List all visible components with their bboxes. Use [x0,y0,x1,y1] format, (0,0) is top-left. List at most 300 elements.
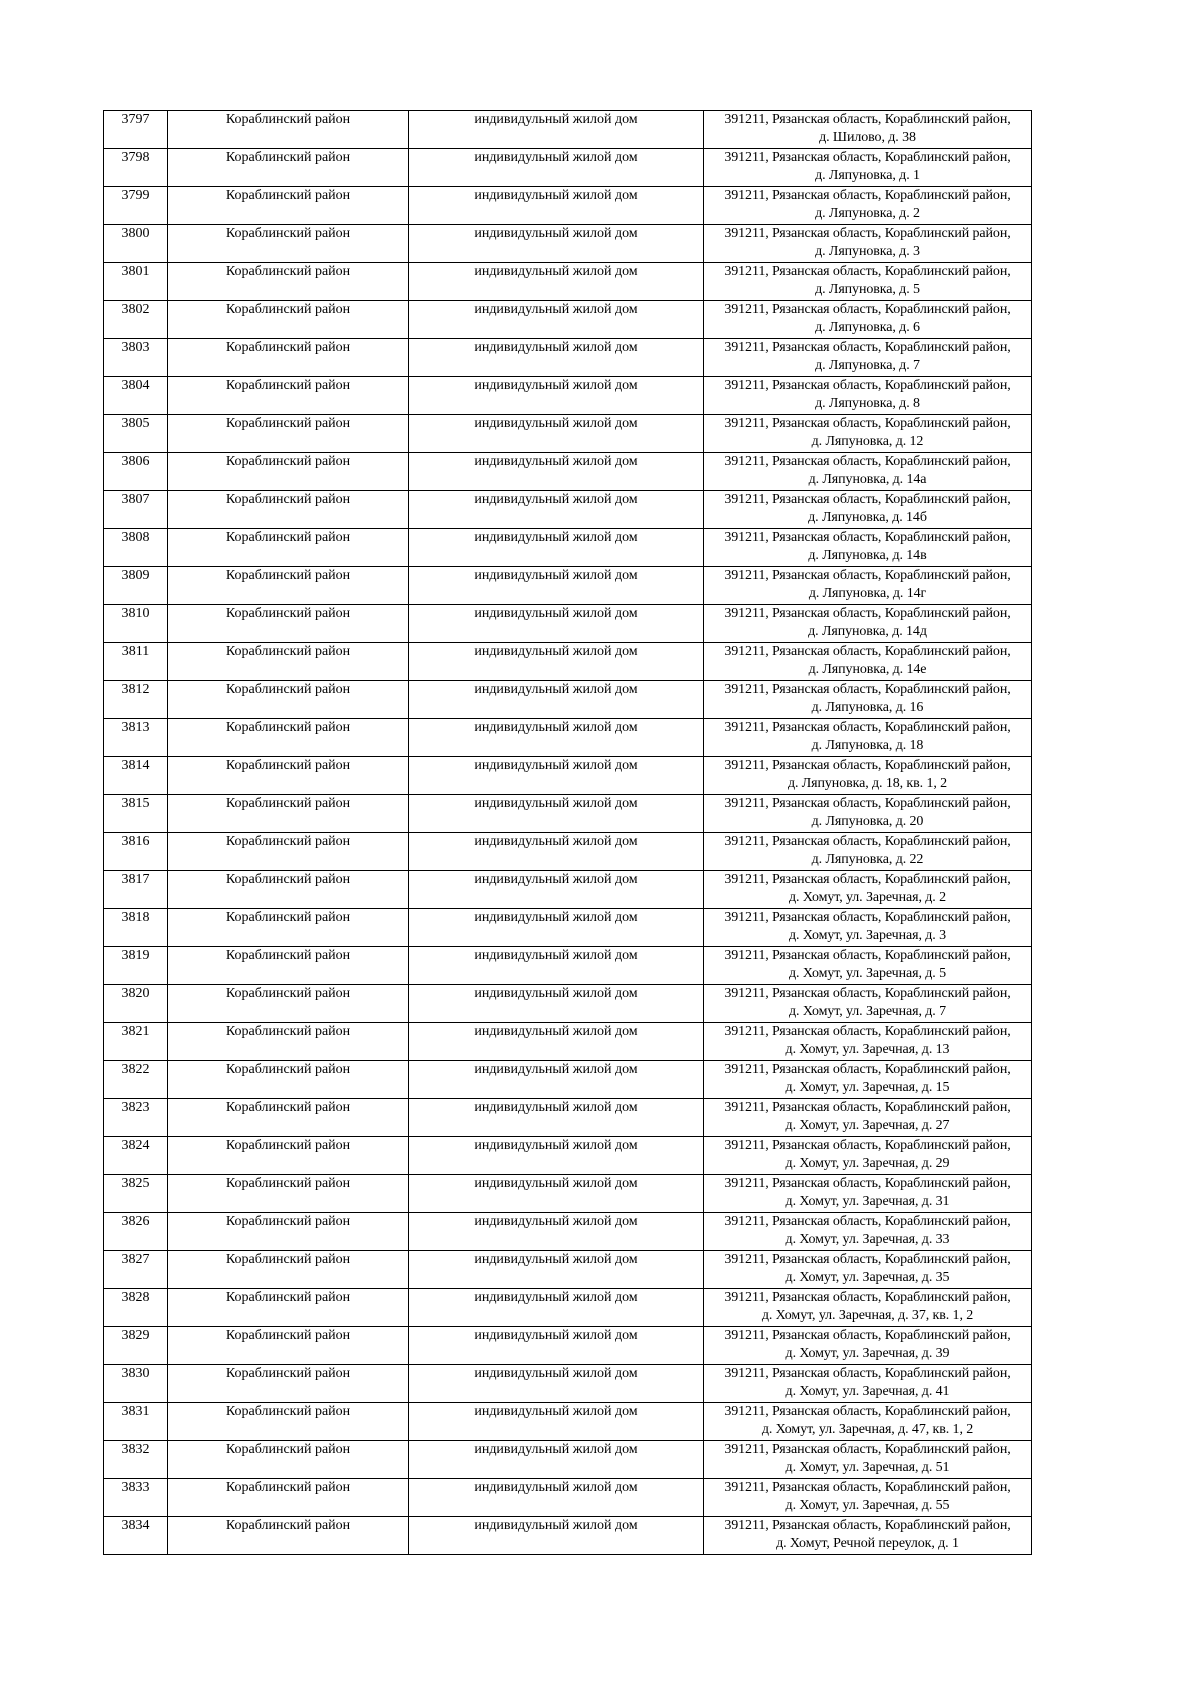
row-number: 3800 [121,226,150,241]
address-line-1: 391211, Рязанская область, Кораблинский район, [724,568,1011,583]
address-line-1: 391211, Рязанская область, Кораблинский район, [724,264,1011,279]
housing-registry-table [103,110,1032,1555]
district-name: Кораблинский район [225,986,351,1001]
row-number: 3815 [121,796,150,811]
row-number: 3825 [121,1176,150,1191]
district-name: Кораблинский район [225,150,351,165]
district-name: Кораблинский район [225,1100,351,1115]
address-line-1: 391211, Рязанская область, Кораблинский район, [724,112,1011,127]
address-line-2: д. Ляпуновка, д. 14б [808,510,927,525]
address-line-2: д. Хомут, ул. Заречная, д. 31 [785,1194,950,1209]
table-row [104,567,1032,605]
object-type-cell [409,909,704,947]
table-row [104,415,1032,453]
table-row [104,453,1032,491]
address-cell [704,605,1032,643]
object-type-cell [409,871,704,909]
object-type: индивидульный жилой дом [474,1442,638,1457]
address-line-1: 391211, Рязанская область, Кораблинский район, [724,758,1011,773]
row-number: 3809 [121,568,150,583]
address-line-2: д. Хомут, ул. Заречная, д. 7 [789,1004,946,1019]
object-type-cell [409,567,704,605]
address-cell [704,187,1032,225]
object-type-cell [409,1441,704,1479]
district-name: Кораблинский район [225,112,351,127]
address-line-2: д. Ляпуновка, д. 5 [815,282,920,297]
district-cell [168,225,409,263]
address-line-2: д. Хомут, ул. Заречная, д. 35 [785,1270,950,1285]
district-name: Кораблинский район [225,1024,351,1039]
row-number: 3801 [121,264,150,279]
table-row [104,871,1032,909]
address-line-2: д. Ляпуновка, д. 8 [815,396,920,411]
address-cell [704,1251,1032,1289]
object-type-cell [409,1327,704,1365]
address-line-2: д. Хомут, ул. Заречная, д. 37, кв. 1, 2 [761,1308,974,1323]
object-type: индивидульный жилой дом [474,986,638,1001]
district-name: Кораблинский район [225,796,351,811]
address-line-1: 391211, Рязанская область, Кораблинский район, [724,226,1011,241]
row-number: 3797 [121,112,150,127]
address-line-1: 391211, Рязанская область, Кораблинский район, [724,1328,1011,1343]
district-cell [168,1251,409,1289]
address-line-2: д. Ляпуновка, д. 3 [815,244,920,259]
district-cell [168,301,409,339]
object-type: индивидульный жилой дом [474,872,638,887]
address-line-1: 391211, Рязанская область, Кораблинский район, [724,492,1011,507]
address-cell [704,1327,1032,1365]
object-type: индивидульный жилой дом [474,644,638,659]
table-row [104,1441,1032,1479]
address-line-1: 391211, Рязанская область, Кораблинский район, [724,910,1011,925]
district-name: Кораблинский район [225,1176,351,1191]
object-type: индивидульный жилой дом [474,378,638,393]
row-number: 3808 [121,530,150,545]
district-cell [168,339,409,377]
district-name: Кораблинский район [225,530,351,545]
object-type-cell [409,301,704,339]
address-line-1: 391211, Рязанская область, Кораблинский район, [724,1176,1011,1191]
district-cell [168,453,409,491]
table-row [104,757,1032,795]
object-type: индивидульный жилой дом [474,264,638,279]
object-type: индивидульный жилой дом [474,910,638,925]
row-number-cell [104,1251,168,1289]
row-number-cell [104,111,168,149]
row-number-cell [104,681,168,719]
district-cell [168,415,409,453]
object-type: индивидульный жилой дом [474,416,638,431]
address-line-2: д. Хомут, ул. Заречная, д. 33 [785,1232,950,1247]
address-cell [704,149,1032,187]
district-cell [168,681,409,719]
district-cell [168,1099,409,1137]
district-cell [168,605,409,643]
table-row [104,339,1032,377]
object-type-cell [409,377,704,415]
address-cell [704,985,1032,1023]
address-line-2: д. Хомут, ул. Заречная, д. 39 [785,1346,950,1361]
address-line-1: 391211, Рязанская область, Кораблинский район, [724,340,1011,355]
address-line-1: 391211, Рязанская область, Кораблинский район, [724,796,1011,811]
row-number-cell [104,1365,168,1403]
object-type-cell [409,833,704,871]
row-number-cell [104,1403,168,1441]
object-type-cell [409,605,704,643]
address-line-2: д. Хомут, ул. Заречная, д. 29 [785,1156,950,1171]
district-cell [168,529,409,567]
object-type-cell [409,187,704,225]
district-name: Кораблинский район [225,340,351,355]
row-number: 3821 [121,1024,150,1039]
address-line-2: д. Ляпуновка, д. 14г [808,586,927,601]
address-line-1: 391211, Рязанская область, Кораблинский район, [724,1062,1011,1077]
address-cell [704,263,1032,301]
row-number-cell [104,833,168,871]
object-type-cell [409,1137,704,1175]
district-cell [168,1023,409,1061]
row-number-cell [104,263,168,301]
district-name: Кораблинский район [225,454,351,469]
address-line-2: д. Ляпуновка, д. 20 [811,814,924,829]
row-number-cell [104,225,168,263]
address-cell [704,833,1032,871]
district-name: Кораблинский район [225,1442,351,1457]
object-type-cell [409,757,704,795]
row-number-cell [104,643,168,681]
table-row [104,795,1032,833]
row-number-cell [104,1099,168,1137]
address-line-1: 391211, Рязанская область, Кораблинский район, [724,1404,1011,1419]
row-number: 3802 [121,302,150,317]
address-line-1: 391211, Рязанская область, Кораблинский район, [724,1100,1011,1115]
object-type-cell [409,1023,704,1061]
district-name: Кораблинский район [225,872,351,887]
row-number: 3804 [121,378,150,393]
table-row [104,1251,1032,1289]
object-type: индивидульный жилой дом [474,150,638,165]
row-number: 3833 [121,1480,150,1495]
address-cell [704,1061,1032,1099]
address-line-2: д. Хомут, ул. Заречная, д. 3 [789,928,946,943]
district-name: Кораблинский район [225,1404,351,1419]
table-row [104,1023,1032,1061]
address-cell [704,1403,1032,1441]
table-row [104,643,1032,681]
table-row [104,985,1032,1023]
address-cell [704,491,1032,529]
object-type: индивидульный жилой дом [474,606,638,621]
object-type-cell [409,947,704,985]
row-number-cell [104,1517,168,1555]
address-cell [704,377,1032,415]
district-cell [168,149,409,187]
object-type-cell [409,1479,704,1517]
address-line-1: 391211, Рязанская область, Кораблинский район, [724,1518,1011,1533]
district-cell [168,1479,409,1517]
table-row [104,1517,1032,1555]
district-cell [168,1289,409,1327]
address-line-1: 391211, Рязанская область, Кораблинский район, [724,1214,1011,1229]
row-number-cell [104,187,168,225]
address-line-2: д. Ляпуновка, д. 14д [808,624,927,639]
address-line-1: 391211, Рязанская область, Кораблинский район, [724,188,1011,203]
district-cell [168,795,409,833]
object-type: индивидульный жилой дом [474,340,638,355]
address-line-2: д. Ляпуновка, д. 1 [815,168,920,183]
address-line-1: 391211, Рязанская область, Кораблинский район, [724,872,1011,887]
object-type: индивидульный жилой дом [474,758,638,773]
row-number-cell [104,1441,168,1479]
address-line-2: д. Ляпуновка, д. 16 [811,700,924,715]
table-row [104,187,1032,225]
object-type: индивидульный жилой дом [474,1366,638,1381]
row-number-cell [104,415,168,453]
district-cell [168,491,409,529]
object-type-cell [409,1365,704,1403]
district-name: Кораблинский район [225,264,351,279]
address-line-1: 391211, Рязанская область, Кораблинский район, [724,530,1011,545]
table-row [104,1327,1032,1365]
row-number-cell [104,301,168,339]
object-type-cell [409,263,704,301]
address-line-2: д. Хомут, ул. Заречная, д. 2 [789,890,946,905]
district-name: Кораблинский район [225,302,351,317]
address-line-1: 391211, Рязанская область, Кораблинский район, [724,986,1011,1001]
object-type-cell [409,491,704,529]
object-type: индивидульный жилой дом [474,948,638,963]
document-page [103,110,1031,1555]
row-number: 3832 [121,1442,150,1457]
address-line-1: 391211, Рязанская область, Кораблинский район, [724,720,1011,735]
object-type-cell [409,225,704,263]
table-row [104,1213,1032,1251]
table-row [104,1403,1032,1441]
row-number-cell [104,1479,168,1517]
district-cell [168,947,409,985]
address-cell [704,643,1032,681]
address-cell [704,757,1032,795]
address-line-2: д. Ляпуновка, д. 7 [815,358,920,373]
table-row [104,605,1032,643]
row-number-cell [104,1137,168,1175]
row-number: 3827 [121,1252,150,1267]
address-cell [704,719,1032,757]
row-number-cell [104,1213,168,1251]
district-name: Кораблинский район [225,606,351,621]
address-line-1: 391211, Рязанская область, Кораблинский район, [724,302,1011,317]
address-line-2: д. Ляпуновка, д. 14е [808,662,927,677]
district-cell [168,1327,409,1365]
district-cell [168,263,409,301]
district-cell [168,871,409,909]
object-type: индивидульный жилой дом [474,1328,638,1343]
address-line-2: д. Хомут, ул. Заречная, д. 5 [789,966,946,981]
row-number: 3824 [121,1138,150,1153]
object-type-cell [409,1289,704,1327]
object-type-cell [409,795,704,833]
address-line-1: 391211, Рязанская область, Кораблинский район, [724,416,1011,431]
address-line-2: д. Шилово, д. 38 [819,130,916,145]
table-row [104,1365,1032,1403]
address-cell [704,1213,1032,1251]
object-type: индивидульный жилой дом [474,492,638,507]
table-row [104,1479,1032,1517]
district-name: Кораблинский район [225,720,351,735]
row-number: 3823 [121,1100,150,1115]
address-line-1: 391211, Рязанская область, Кораблинский район, [724,606,1011,621]
row-number-cell [104,947,168,985]
table-row [104,491,1032,529]
address-line-2: д. Ляпуновка, д. 18 [811,738,924,753]
object-type: индивидульный жилой дом [474,1176,638,1191]
district-name: Кораблинский район [225,416,351,431]
district-cell [168,1403,409,1441]
object-type-cell [409,1213,704,1251]
object-type-cell [409,681,704,719]
object-type: индивидульный жилой дом [474,1518,638,1533]
row-number-cell [104,339,168,377]
district-name: Кораблинский район [225,1290,351,1305]
address-line-2: д. Хомут, ул. Заречная, д. 51 [785,1460,950,1475]
district-name: Кораблинский район [225,492,351,507]
district-name: Кораблинский район [225,1480,351,1495]
table-row [104,111,1032,149]
address-cell [704,1137,1032,1175]
object-type: индивидульный жилой дом [474,1214,638,1229]
object-type: индивидульный жилой дом [474,682,638,697]
address-line-1: 391211, Рязанская область, Кораблинский район, [724,150,1011,165]
row-number-cell [104,377,168,415]
address-cell [704,111,1032,149]
district-name: Кораблинский район [225,1252,351,1267]
object-type: индивидульный жилой дом [474,1480,638,1495]
row-number: 3816 [121,834,150,849]
object-type: индивидульный жилой дом [474,1138,638,1153]
district-cell [168,377,409,415]
district-cell [168,757,409,795]
row-number: 3811 [121,644,150,659]
object-type: индивидульный жилой дом [474,530,638,545]
address-line-1: 391211, Рязанская область, Кораблинский район, [724,682,1011,697]
row-number: 3818 [121,910,150,925]
address-line-1: 391211, Рязанская область, Кораблинский район, [724,948,1011,963]
object-type-cell [409,643,704,681]
district-cell [168,1061,409,1099]
address-line-2: д. Хомут, ул. Заречная, д. 47, кв. 1, 2 [761,1422,974,1437]
object-type-cell [409,1175,704,1213]
address-cell [704,453,1032,491]
district-name: Кораблинский район [225,948,351,963]
table-row [104,149,1032,187]
object-type: индивидульный жилой дом [474,796,638,811]
address-cell [704,1289,1032,1327]
row-number: 3810 [121,606,150,621]
object-type-cell [409,1099,704,1137]
row-number-cell [104,567,168,605]
row-number-cell [104,757,168,795]
district-cell [168,985,409,1023]
row-number: 3799 [121,188,150,203]
row-number: 3834 [121,1518,150,1533]
address-cell [704,795,1032,833]
table-row [104,719,1032,757]
row-number-cell [104,453,168,491]
table-row [104,1061,1032,1099]
table-row [104,263,1032,301]
address-line-2: д. Ляпуновка, д. 6 [815,320,920,335]
row-number-cell [104,985,168,1023]
row-number: 3828 [121,1290,150,1305]
address-cell [704,225,1032,263]
object-type-cell [409,453,704,491]
row-number: 3826 [121,1214,150,1229]
row-number-cell [104,1289,168,1327]
address-line-2: д. Хомут, ул. Заречная, д. 55 [785,1498,950,1513]
district-name: Кораблинский район [225,682,351,697]
district-name: Кораблинский район [225,1138,351,1153]
address-line-1: 391211, Рязанская область, Кораблинский район, [724,1024,1011,1039]
object-type-cell [409,149,704,187]
row-number-cell [104,149,168,187]
address-line-1: 391211, Рязанская область, Кораблинский район, [724,834,1011,849]
address-line-1: 391211, Рязанская область, Кораблинский район, [724,1290,1011,1305]
address-line-2: д. Хомут, ул. Заречная, д. 27 [785,1118,950,1133]
address-line-1: 391211, Рязанская область, Кораблинский район, [724,1442,1011,1457]
district-cell [168,833,409,871]
row-number: 3805 [121,416,150,431]
address-line-2: д. Ляпуновка, д. 14в [808,548,927,563]
district-name: Кораблинский район [225,1366,351,1381]
object-type-cell [409,415,704,453]
district-cell [168,909,409,947]
district-name: Кораблинский район [225,188,351,203]
address-line-2: д. Ляпуновка, д. 22 [811,852,924,867]
object-type: индивидульный жилой дом [474,302,638,317]
address-cell [704,339,1032,377]
object-type: индивидульный жилой дом [474,720,638,735]
row-number: 3803 [121,340,150,355]
object-type-cell [409,719,704,757]
address-cell [704,871,1032,909]
district-name: Кораблинский район [225,1062,351,1077]
row-number-cell [104,1023,168,1061]
object-type: индивидульный жилой дом [474,1252,638,1267]
address-line-2: д. Ляпуновка, д. 2 [815,206,920,221]
object-type: индивидульный жилой дом [474,834,638,849]
object-type-cell [409,529,704,567]
district-cell [168,1365,409,1403]
table-row [104,681,1032,719]
object-type-cell [409,985,704,1023]
row-number-cell [104,795,168,833]
table-row [104,947,1032,985]
object-type: индивидульный жилой дом [474,454,638,469]
object-type-cell [409,1061,704,1099]
district-cell [168,1175,409,1213]
object-type-cell [409,111,704,149]
district-name: Кораблинский район [225,378,351,393]
address-line-2: д. Хомут, ул. Заречная, д. 41 [785,1384,950,1399]
row-number-cell [104,529,168,567]
address-cell [704,681,1032,719]
district-name: Кораблинский район [225,1214,351,1229]
district-name: Кораблинский район [225,226,351,241]
row-number: 3798 [121,150,150,165]
address-line-1: 391211, Рязанская область, Кораблинский район, [724,378,1011,393]
row-number-cell [104,909,168,947]
row-number-cell [104,1175,168,1213]
